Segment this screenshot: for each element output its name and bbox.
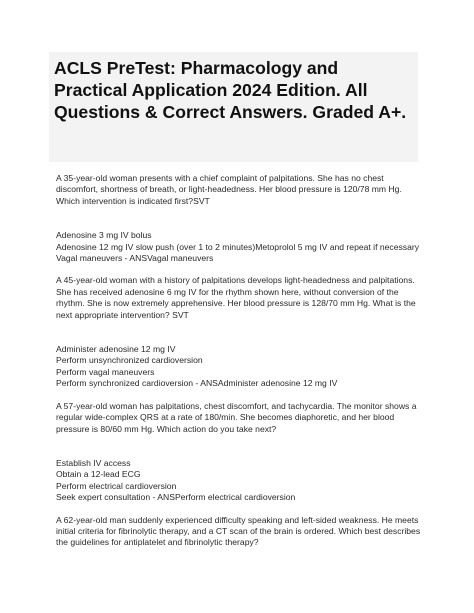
- question-1-options: [56, 230, 426, 264]
- question-1-text: A 35-year-old woman presents with a chief complaint of palpitations. She has no chest discomfort, shortness of breath, or light-headedness. Her blood pressure is 120/78 mm Hg. Which intervention is indicated first?SVT: [56, 173, 402, 206]
- spacer: [56, 390, 426, 401]
- spacer: [56, 435, 426, 458]
- question-2-option-4: Perform synchronized cardioversion - ANSAdminister adenosine 12 mg IV: [56, 378, 338, 389]
- question-2-option-1: Administer adenosine 12 mg IV: [56, 344, 176, 355]
- question-4-text: A 62-year-old man suddenly experienced difficulty speaking and left-sided weakness. He meets initial criteria for fibrinolytic therapy, and a CT scan of the brain is ordered. Which best describes the guidelines for antiplatelet and fibrinolytic therapy?: [56, 514, 421, 548]
- question-2-text: A 45-year-old woman with a history of palpitations develops light-headedness and palpitations. She has received adenosine 6 mg IV for the rhythm shown here, without conversion of the rhythm. She is now extremely apprehensive. Her blood pressure is 128/70 mm Hg. What is the next appropriate intervention? SVT: [56, 275, 416, 320]
- document-title: ACLS PreTest: Pharmacology and Practical Application 2024 Edition. All Questions & Correct Answers. Graded A+.: [54, 58, 407, 122]
- question-3-option-2: Obtain a 12-lead ECG: [56, 469, 141, 480]
- question-1-option-1: Adenosine 3 mg IV bolus: [56, 230, 152, 241]
- spacer: [56, 321, 426, 344]
- question-2-options: [56, 344, 426, 390]
- question-3-option-1: Establish IV access: [56, 457, 131, 468]
- question-3-option-4: Seek expert consultation - ANSPerform electrical cardioversion: [56, 492, 296, 503]
- question-1-option-3: Vagal maneuvers - ANSVagal maneuvers: [56, 253, 214, 264]
- spacer: [56, 504, 426, 515]
- question-2-option-2: Perform unsynchronized cardioversion: [56, 355, 203, 366]
- question-3-option-3: Perform electrical cardioversion: [56, 480, 177, 491]
- question-3-options: [56, 458, 426, 504]
- question-2-option-3: Perform vagal maneuvers: [56, 366, 155, 377]
- question-1-option-2: Adenosine 12 mg IV slow push (over 1 to 2 minutes)Metoprolol 5 mg IV and repeat if necessary: [56, 241, 420, 252]
- spacer: [56, 264, 426, 275]
- question-3-text: A 57-year-old woman has palpitations, chest discomfort, and tachycardia. The monitor shows a regular wide-complex QRS at a rate of 180/min. She becomes diaphoretic, and her blood pressure is 80/60 mm Hg. Which action do you take next?: [56, 400, 417, 434]
- document-body: [56, 173, 426, 549]
- spacer: [56, 207, 426, 230]
